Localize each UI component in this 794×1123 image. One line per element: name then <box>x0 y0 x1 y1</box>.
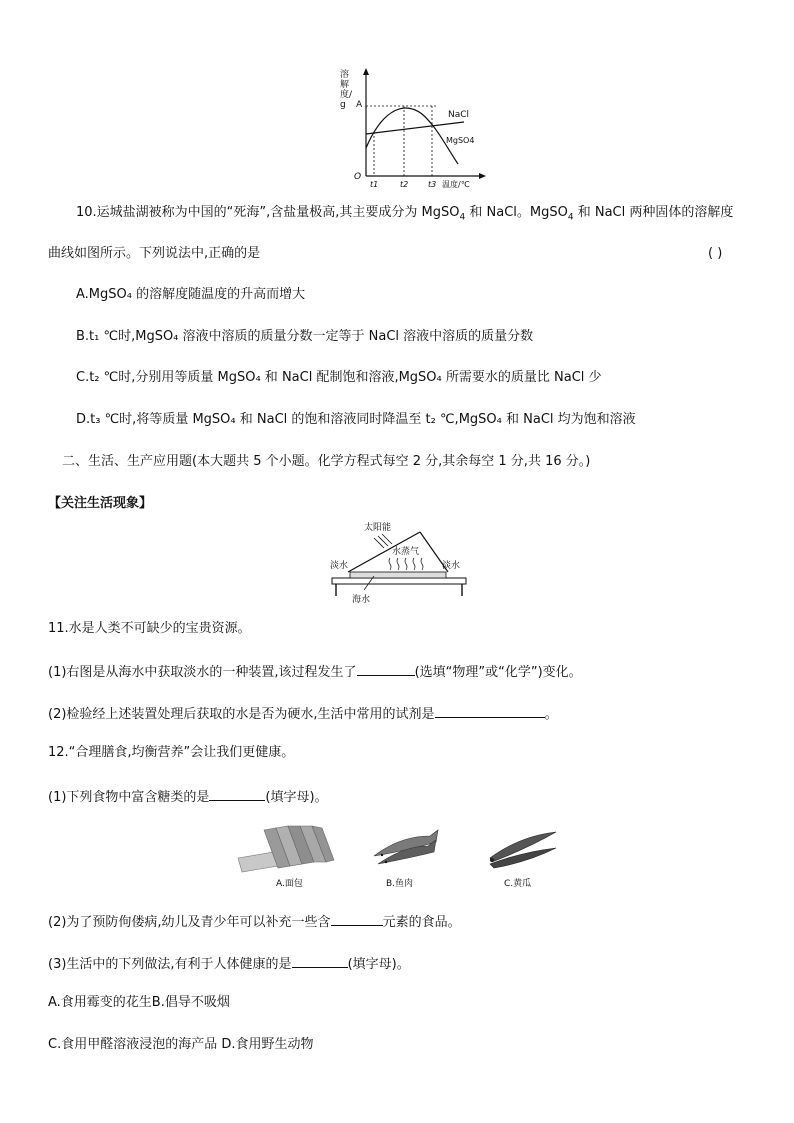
fresh-water-left-label: 淡水 <box>330 561 349 571</box>
q11-part1-blank[interactable] <box>357 661 415 676</box>
desalination-device-figure <box>330 520 468 606</box>
section2-heading: 二、生活、生产应用题(本大题共 5 个小题。化学方程式每空 2 分,其余每空 1 分,共 16 分。) <box>62 454 591 469</box>
q10-stem-line2: 曲线如图所示。下列说法中,正确的是 <box>48 246 261 261</box>
x-tick-t1: t1 <box>370 180 379 189</box>
food-cucumber <box>484 822 560 888</box>
q12-stem: 12.“合理膳食,均衡营养”会让我们更健康。 <box>48 745 295 760</box>
q10-answer-paren: ( ) <box>708 246 723 261</box>
q12-part1: (1)下列食物中富含糖类的是 (填字母)。 <box>48 786 328 807</box>
fish-image <box>370 822 442 876</box>
solubility-chart <box>336 66 486 194</box>
q10-option-d: D.t₃ ℃时,将等质量 MgSO₄ 和 NaCl 的饱和溶液同时降温至 t₂ ℃,MgSO₄ 和 NaCl 均为饱和溶液 <box>76 412 636 427</box>
y-axis-arrow <box>363 68 369 75</box>
bread-image <box>234 822 340 876</box>
q10-stem-line1: 10.运城盐湖被称为中国的“死海”,含盐量极高,其主要成分为 MgSO$_4$ 和 NaCl。MgSO$_4$ 和 NaCl 两种固体的溶解度 <box>76 205 734 223</box>
q12-part2-blank[interactable] <box>331 911 383 926</box>
series-line-nacl <box>366 122 464 134</box>
food-fish <box>370 822 442 888</box>
q10-option-a: A.MgSO₄ 的溶解度随温度的升高而增大 <box>76 287 306 302</box>
food-label-c: C.黄瓜 <box>504 879 532 889</box>
section2-subheading: 【关注生活现象】 <box>48 496 153 511</box>
vapor-label: 水蒸气 <box>392 547 420 557</box>
sea-water-label: 海水 <box>352 595 371 605</box>
cucumber-image <box>484 822 560 876</box>
q10-option-c: C.t₂ ℃时,分别用等质量 MgSO₄ 和 NaCl 配制饱和溶液,MgSO₄ 所需要水的质量比 NaCl 少 <box>76 370 602 385</box>
fresh-water-right-label: 淡水 <box>442 561 461 571</box>
q12-part1-blank[interactable] <box>209 786 265 801</box>
sea-water-tray <box>350 572 446 578</box>
food-label-a: A.面包 <box>276 879 303 889</box>
q11-stem: 11.水是人类不可缺少的宝贵资源。 <box>48 621 251 636</box>
q11-part2-blank[interactable] <box>435 703 545 718</box>
q12-options-cd: C.食用甲醛溶液浸泡的海产品 D.食用野生动物 <box>48 1037 314 1052</box>
x-axis-arrow <box>479 173 486 179</box>
legend-nacl: NaCl <box>448 110 470 120</box>
q11-part1: (1)右图是从海水中获取淡水的一种装置,该过程发生了 (选填“物理”或“化学”)变化。 <box>48 661 582 682</box>
q12-part3: (3)生活中的下列做法,有利于人体健康的是 (填字母)。 <box>48 953 410 974</box>
y-mark-a: A <box>356 100 363 110</box>
q11-part2: (2)检验经上述装置处理后获取的水是否为硬水,生活中常用的试剂是 。 <box>48 703 558 724</box>
series-line-mgso4 <box>366 108 458 164</box>
q12-part2: (2)为了预防佝偻病,幼儿及青少年可以补充一些含 元素的食品。 <box>48 911 461 932</box>
food-bread <box>234 822 340 888</box>
q10-option-b: B.t₁ ℃时,MgSO₄ 溶液中溶质的质量分数一定等于 NaCl 溶液中溶质的质量分数 <box>76 329 534 344</box>
x-axis-label: 温度/℃ <box>442 180 470 189</box>
device-base <box>332 578 466 584</box>
q12-options-ab: A.食用霉变的花生B.倡导不吸烟 <box>48 995 230 1010</box>
x-tick-t3: t3 <box>428 180 437 189</box>
legend-mgso4: MgSO4 <box>446 136 475 145</box>
origin-label: O <box>354 172 362 182</box>
x-tick-t2: t2 <box>400 180 409 189</box>
food-label-b: B.鱼肉 <box>386 879 414 889</box>
y-axis-label: 溶解度/g <box>340 70 353 110</box>
sun-label: 太阳能 <box>364 523 392 533</box>
q12-part3-blank[interactable] <box>292 953 348 968</box>
